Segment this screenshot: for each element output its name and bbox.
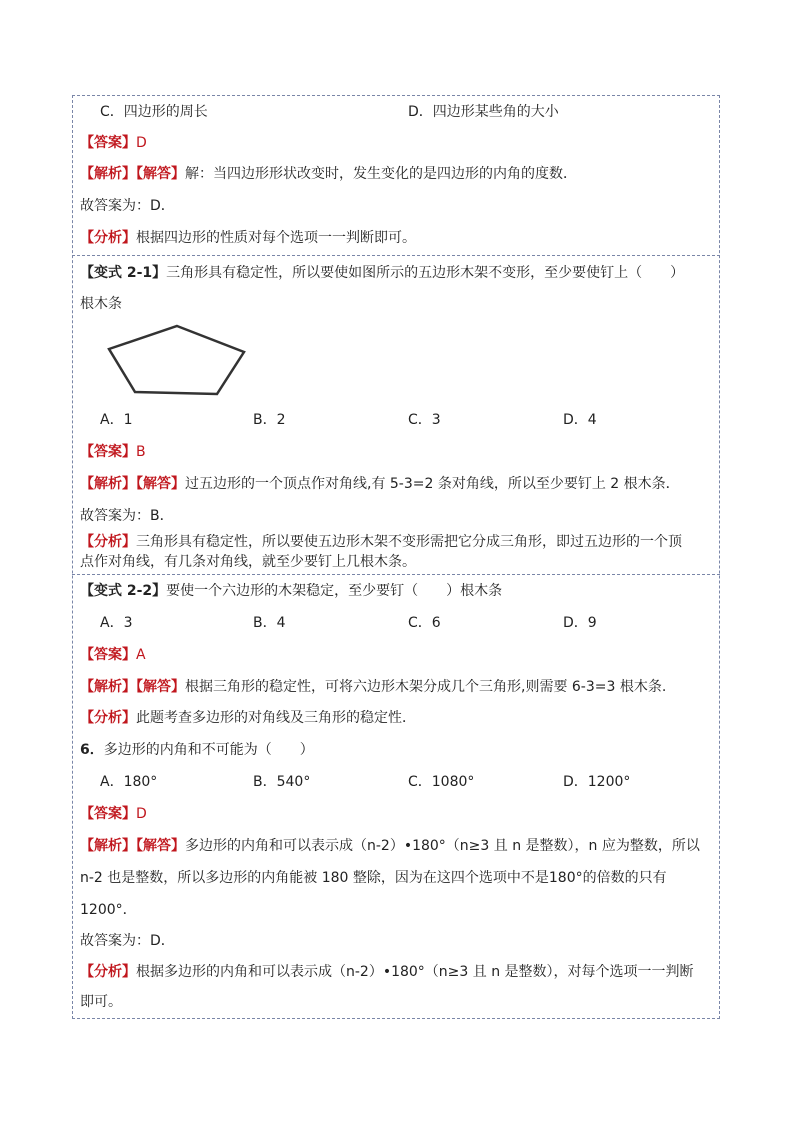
fenxi-tag: 【分析】	[80, 230, 136, 246]
answer-line	[80, 804, 147, 824]
stem-text-continued: 根木条	[80, 296, 122, 312]
answer-line	[80, 133, 147, 153]
section-divider	[72, 255, 720, 256]
analysis-tag: 【解析】【解答】	[80, 679, 185, 695]
option-d: D．9	[563, 615, 597, 631]
analysis-line	[80, 474, 680, 494]
option-c: C．四边形的周长	[100, 104, 208, 120]
analysis-line	[80, 164, 577, 184]
fenxi-line	[80, 532, 682, 552]
question-number: 6．	[80, 742, 104, 758]
analysis-tag: 【解析】【解答】	[80, 838, 185, 854]
option-d: D．1200°	[563, 774, 631, 790]
fenxi-tag: 【分析】	[80, 710, 136, 726]
answer-tag: 【答案】	[80, 135, 136, 151]
stem-text: 多边形的内角和不可能为（ ）	[103, 742, 314, 758]
answer-value: D	[136, 806, 147, 822]
answer-value: B	[136, 444, 146, 460]
option-c: C．3	[408, 412, 441, 428]
analysis-text: 解：当四边形形状改变时，发生变化的是四边形的内角的度数．	[185, 166, 577, 182]
variant-tag: 【变式 2-1】	[80, 265, 167, 281]
conclusion-text: 故答案为：D．	[80, 198, 175, 214]
analysis-line	[80, 677, 666, 697]
fenxi-line	[80, 962, 694, 982]
answer-tag: 【答案】	[80, 444, 136, 460]
analysis-text: 根据三角形的稳定性，可将六边形木架分成几个三角形,则需要 6-3=3 根木条.	[185, 679, 667, 695]
conclusion-text: 故答案为：B．	[80, 508, 174, 524]
option-d: D．四边形某些角的大小	[408, 104, 559, 120]
option-a: A．3	[100, 615, 133, 631]
conclusion-text: 故答案为：D．	[80, 933, 175, 949]
answer-tag: 【答案】	[80, 806, 136, 822]
question-6-stem	[80, 740, 314, 760]
analysis-text-continued: 1200°．	[80, 902, 137, 918]
analysis-text: 过五边形的一个顶点作对角线,有 5-3=2 条对角线，所以至少要钉上 2 根木条．	[185, 476, 680, 492]
fenxi-text-continued: 点作对角线，有几条对角线，就至少要钉上几根木条。	[80, 554, 416, 570]
fenxi-line	[80, 228, 416, 248]
analysis-tag: 【解析】【解答】	[80, 166, 185, 182]
fenxi-text-continued: 即可。	[80, 994, 122, 1010]
fenxi-text: 根据多边形的内角和可以表示成（n-2）•180°（n≥3 且 n 是整数），对每个选项一一判断	[136, 964, 694, 980]
answer-tag: 【答案】	[80, 647, 136, 663]
option-b: B．540°	[253, 774, 311, 790]
variant-2-1-stem	[80, 263, 684, 283]
option-b: B．4	[253, 615, 286, 631]
variant-tag: 【变式 2-2】	[80, 583, 167, 599]
analysis-text-continued: n-2 也是整数，所以多边形的内角能被 180 整除，因为在这四个选项中不是180°的倍数的只有	[80, 870, 667, 886]
section-divider	[72, 574, 720, 575]
stem-text: 要使一个六边形的木架稳定，至少要钉（ ）根木条	[166, 583, 503, 599]
pentagon-figure	[104, 322, 250, 400]
fenxi-text: 三角形具有稳定性，所以要使五边形木架不变形需把它分成三角形，即过五边形的一个顶	[136, 534, 682, 550]
option-a: A．180°	[100, 774, 158, 790]
answer-line	[80, 442, 146, 462]
fenxi-tag: 【分析】	[80, 964, 136, 980]
variant-2-2-stem	[80, 581, 502, 601]
analysis-line	[80, 836, 700, 856]
fenxi-tag: 【分析】	[80, 534, 136, 550]
answer-value: D	[136, 135, 147, 151]
option-b: B．2	[253, 412, 286, 428]
option-d: D．4	[563, 412, 597, 428]
answer-line	[80, 645, 146, 665]
stem-text: 三角形具有稳定性，所以要使如图所示的五边形木架不变形，至少要使钉上（ ）	[166, 265, 685, 281]
analysis-text: 多边形的内角和可以表示成（n-2）•180°（n≥3 且 n 是整数），n 应为整数，所以	[185, 838, 700, 854]
option-c: C．1080°	[408, 774, 475, 790]
fenxi-line	[80, 708, 416, 728]
fenxi-text: 根据四边形的性质对每个选项一一判断即可。	[136, 230, 416, 246]
option-a: A．1	[100, 412, 133, 428]
answer-value: A	[136, 647, 146, 663]
fenxi-text: 此题考查多边形的对角线及三角形的稳定性．	[136, 710, 416, 726]
option-c: C．6	[408, 615, 441, 631]
analysis-tag: 【解析】【解答】	[80, 476, 185, 492]
